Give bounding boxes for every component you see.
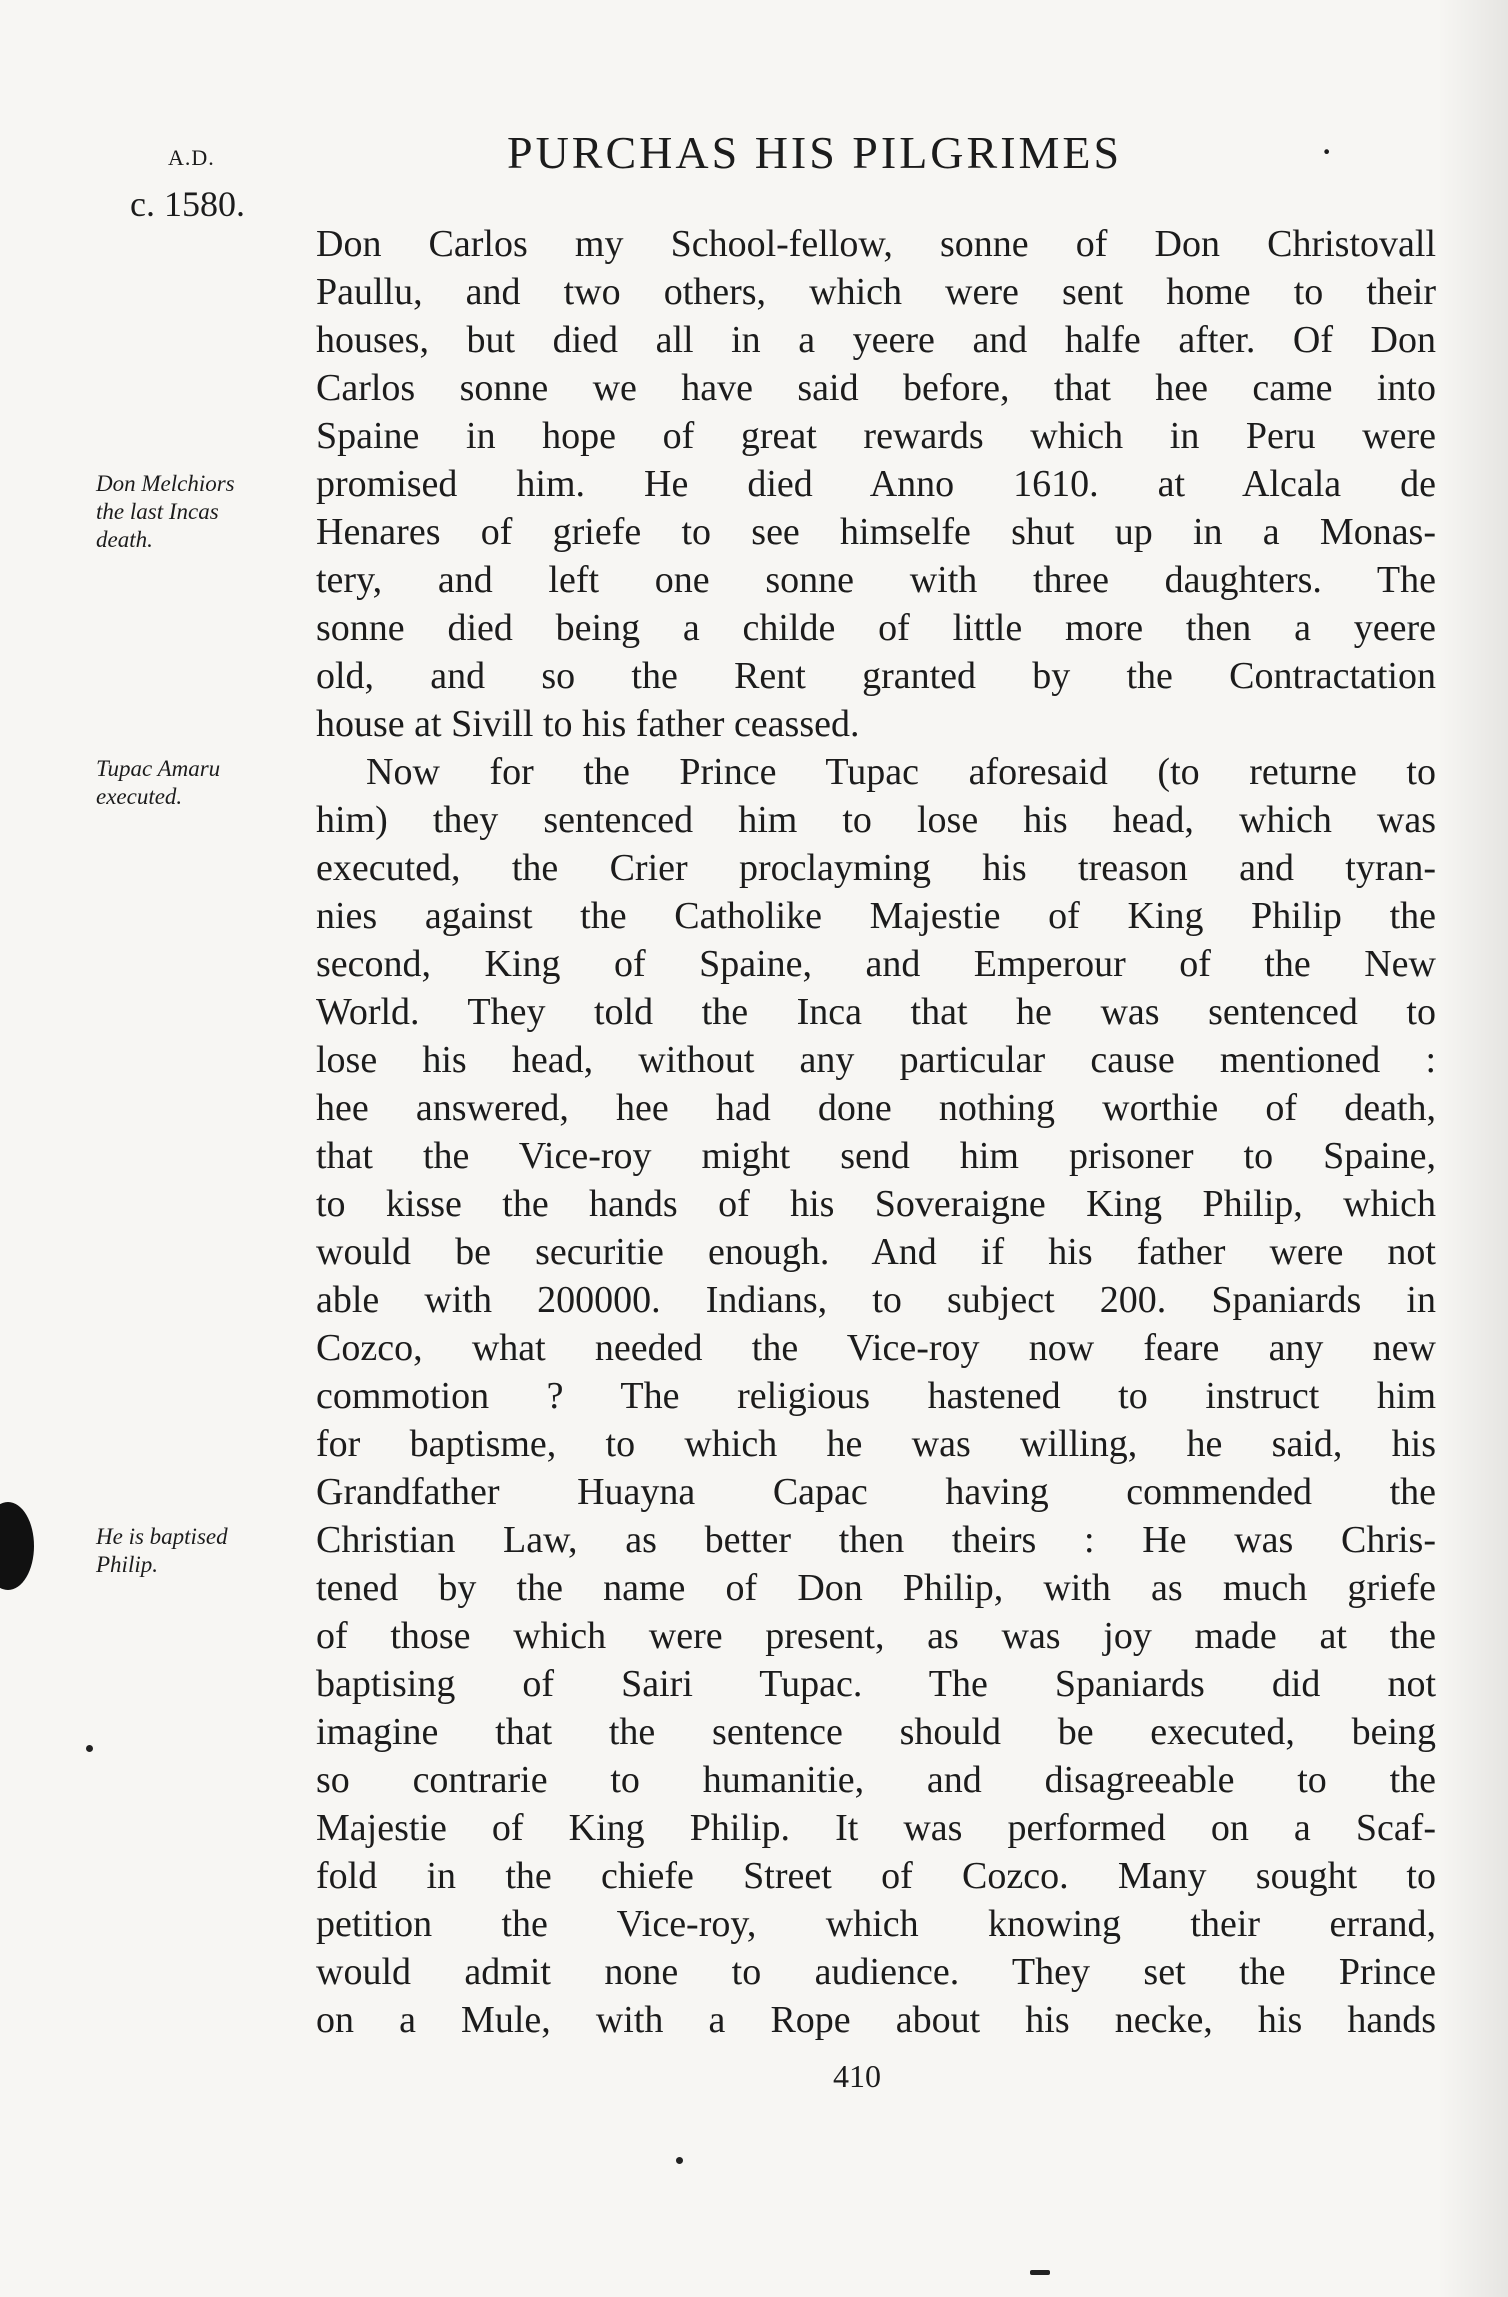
text-line: that the Vice-roy might send him prisoner to Spaine, bbox=[316, 1135, 1436, 1177]
running-head-dot: · bbox=[1320, 129, 1334, 174]
text-line: Grandfather Huayna Capac having commended the bbox=[316, 1471, 1436, 1513]
marginal-note-line: the last Incas bbox=[96, 499, 219, 524]
text-line: Paullu, and two others, which were sent home to their bbox=[316, 271, 1436, 313]
text-line: Henares of griefe to see himselfe shut up in a Monas- bbox=[316, 511, 1436, 553]
text-line: of those which were present, as was joy made at the bbox=[316, 1615, 1436, 1657]
text-line: to kisse the hands of his Soveraigne King Philip, which bbox=[316, 1183, 1436, 1225]
text-line: him) they sentenced him to lose his head, which was bbox=[316, 799, 1436, 841]
marginal-note-line: Don Melchiors bbox=[96, 471, 235, 496]
text-line: fold in the chiefe Street of Cozco. Many sought to bbox=[316, 1855, 1436, 1897]
ink-speck bbox=[86, 1745, 93, 1752]
text-line: tened by the name of Don Philip, with as much griefe bbox=[316, 1567, 1436, 1609]
text-line: would be securitie enough. And if his father were not bbox=[316, 1231, 1436, 1273]
text-line: able with 200000. Indians, to subject 200. Spaniards in bbox=[316, 1279, 1436, 1321]
text-line: Don Carlos my School-fellow, sonne of Don Christovall bbox=[316, 223, 1436, 265]
text-line: Now for the Prince Tupac aforesaid (to returne to bbox=[366, 751, 1436, 793]
text-line: Majestie of King Philip. It was performed on a Scaf- bbox=[316, 1807, 1436, 1849]
text-line: Cozco, what needed the Vice-roy now feare any new bbox=[316, 1327, 1436, 1369]
body-text bbox=[316, 220, 1436, 2044]
marginal-note-line: executed. bbox=[96, 784, 183, 809]
text-line: baptising of Sairi Tupac. The Spaniards did not bbox=[316, 1663, 1436, 1705]
marginal-note-line: death. bbox=[96, 527, 153, 552]
text-line: for baptisme, to which he was willing, he said, his bbox=[316, 1423, 1436, 1465]
text-line: Spaine in hope of great rewards which in Peru were bbox=[316, 415, 1436, 457]
text-line: lose his head, without any particular cause mentioned : bbox=[316, 1039, 1436, 1081]
text-line: Carlos sonne we have said before, that hee came into bbox=[316, 367, 1436, 409]
ink-mark bbox=[1030, 2270, 1050, 2275]
text-line: executed, the Crier proclayming his treason and tyran- bbox=[316, 847, 1436, 889]
marginal-note-line: Philip. bbox=[96, 1552, 158, 1577]
page-number: 410 bbox=[833, 2058, 881, 2094]
text-line: commotion ? The religious hastened to instruct him bbox=[316, 1375, 1436, 1417]
ink-speck bbox=[676, 2157, 683, 2164]
text-line: on a Mule, with a Rope about his necke, his hands bbox=[316, 1999, 1436, 2041]
marginal-note-melchior-death bbox=[96, 470, 306, 554]
text-line: World. They told the Inca that he was sentenced to bbox=[316, 991, 1436, 1033]
page-edge-shadow bbox=[1438, 0, 1508, 2297]
marginal-note-tupac-executed bbox=[96, 755, 306, 811]
text-line: tery, and left one sonne with three daughters. The bbox=[316, 559, 1436, 601]
text-line: petition the Vice-roy, which knowing their errand, bbox=[316, 1903, 1436, 1945]
text-line: second, King of Spaine, and Emperour of the New bbox=[316, 943, 1436, 985]
year-era-label: A.D. bbox=[168, 145, 215, 170]
text-line: promised him. He died Anno 1610. at Alcala de bbox=[316, 463, 1436, 505]
ink-blot bbox=[0, 1502, 34, 1590]
text-line: houses, but died all in a yeere and halfe after. Of Don bbox=[316, 319, 1436, 361]
marginal-note-line: Tupac Amaru bbox=[96, 756, 221, 781]
text-line: so contrarie to humanitie, and disagreeable to the bbox=[316, 1759, 1436, 1801]
text-line: nies against the Catholike Majestie of King Philip the bbox=[316, 895, 1436, 937]
text-line: hee answered, hee had done nothing worthie of death, bbox=[316, 1087, 1436, 1129]
year-date-label: c. 1580. bbox=[130, 184, 245, 224]
text-line: Christian Law, as better then theirs : He was Chris- bbox=[316, 1519, 1436, 1561]
marginal-note-line: He is baptised bbox=[96, 1524, 228, 1549]
marginal-note-baptised-philip bbox=[96, 1523, 306, 1579]
running-head-title: PURCHAS HIS PILGRIMES bbox=[507, 127, 1123, 178]
text-line: would admit none to audience. They set the Prince bbox=[316, 1951, 1436, 1993]
text-line: old, and so the Rent granted by the Contractation bbox=[316, 655, 1436, 697]
text-line: imagine that the sentence should be executed, being bbox=[316, 1711, 1436, 1753]
text-line: house at Sivill to his father ceassed. bbox=[316, 703, 860, 745]
text-line: sonne died being a childe of little more then a yeere bbox=[316, 607, 1436, 649]
